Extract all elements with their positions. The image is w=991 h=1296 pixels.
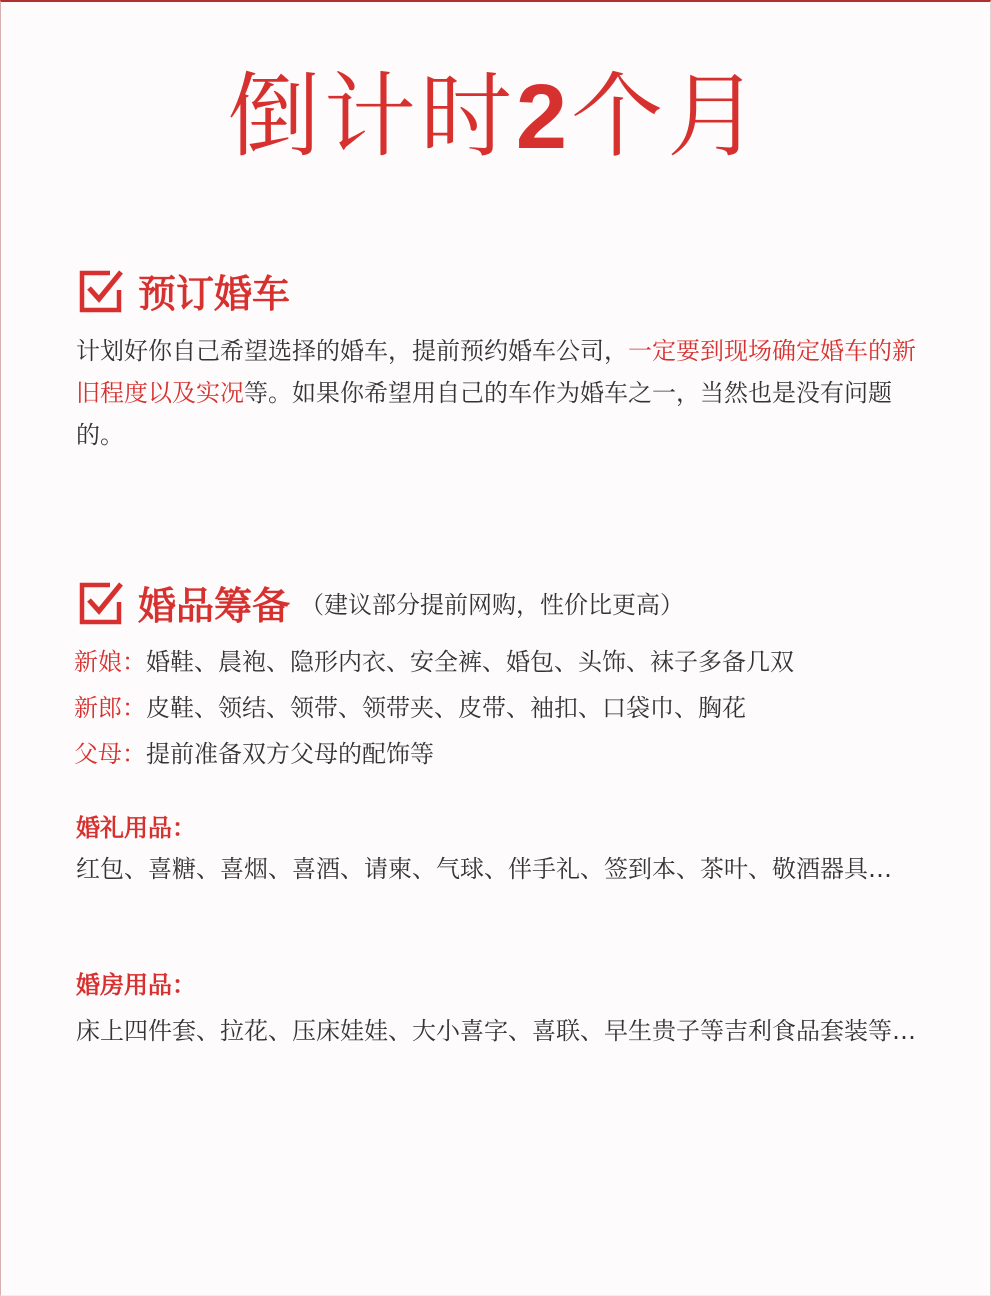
paragraph-text: 计划好你自己希望选择的婚车，提前预约婚车公司， — [76, 337, 628, 365]
paragraph-highlight: 一定要到现场确定婚车的新旧程度以及实况 — [76, 337, 916, 407]
section-heading-wedding-goods — [76, 575, 684, 630]
title-prefix: 倒计时 — [227, 63, 516, 170]
row-text: 皮鞋、领结、领带、领带夹、皮带、袖扣、口袋巾、胸花 — [146, 694, 746, 722]
checkbox-checked-icon — [76, 266, 126, 316]
list-row-groom — [74, 688, 746, 723]
row-text: 提前准备双方父母的配饰等 — [146, 740, 434, 768]
row-text: 婚鞋、晨袍、隐形内衣、安全裤、婚包、头饰、袜子多备几双 — [146, 648, 794, 676]
title-suffix: 个月 — [571, 63, 764, 170]
room-items-text: 床上四件套、拉花、压床娃娃、大小喜字、喜联、早生贵子等吉利食品套装等… — [76, 1017, 916, 1045]
paragraph-text-end: 等。如果你希望用自己的车作为婚车之一，当然也是没有问题的。 — [76, 379, 892, 449]
title-number: 2 — [515, 66, 572, 168]
wedding-items-text: 红包、喜糖、喜烟、喜酒、请柬、气球、伴手礼、签到本、茶叶、敬酒器具… — [76, 855, 892, 883]
section-heading-note: （建议部分提前网购，性价比更高） — [300, 591, 685, 619]
section-paragraph — [76, 330, 926, 456]
row-label: 新郎： — [74, 694, 146, 722]
room-items-label: 婚房用品： — [76, 971, 196, 999]
page-title — [0, 62, 991, 172]
wedding-items-label: 婚礼用品： — [76, 814, 196, 842]
section-heading-wedding-car — [76, 263, 290, 318]
list-row-bride — [74, 642, 794, 677]
row-label: 新娘： — [74, 648, 146, 676]
list-row-parents — [74, 734, 434, 769]
row-label: 父母： — [74, 740, 146, 768]
section-heading-text: 婚品筹备 — [138, 584, 291, 628]
section-heading-text: 预订婚车 — [138, 272, 291, 316]
checkbox-checked-icon — [76, 578, 126, 628]
